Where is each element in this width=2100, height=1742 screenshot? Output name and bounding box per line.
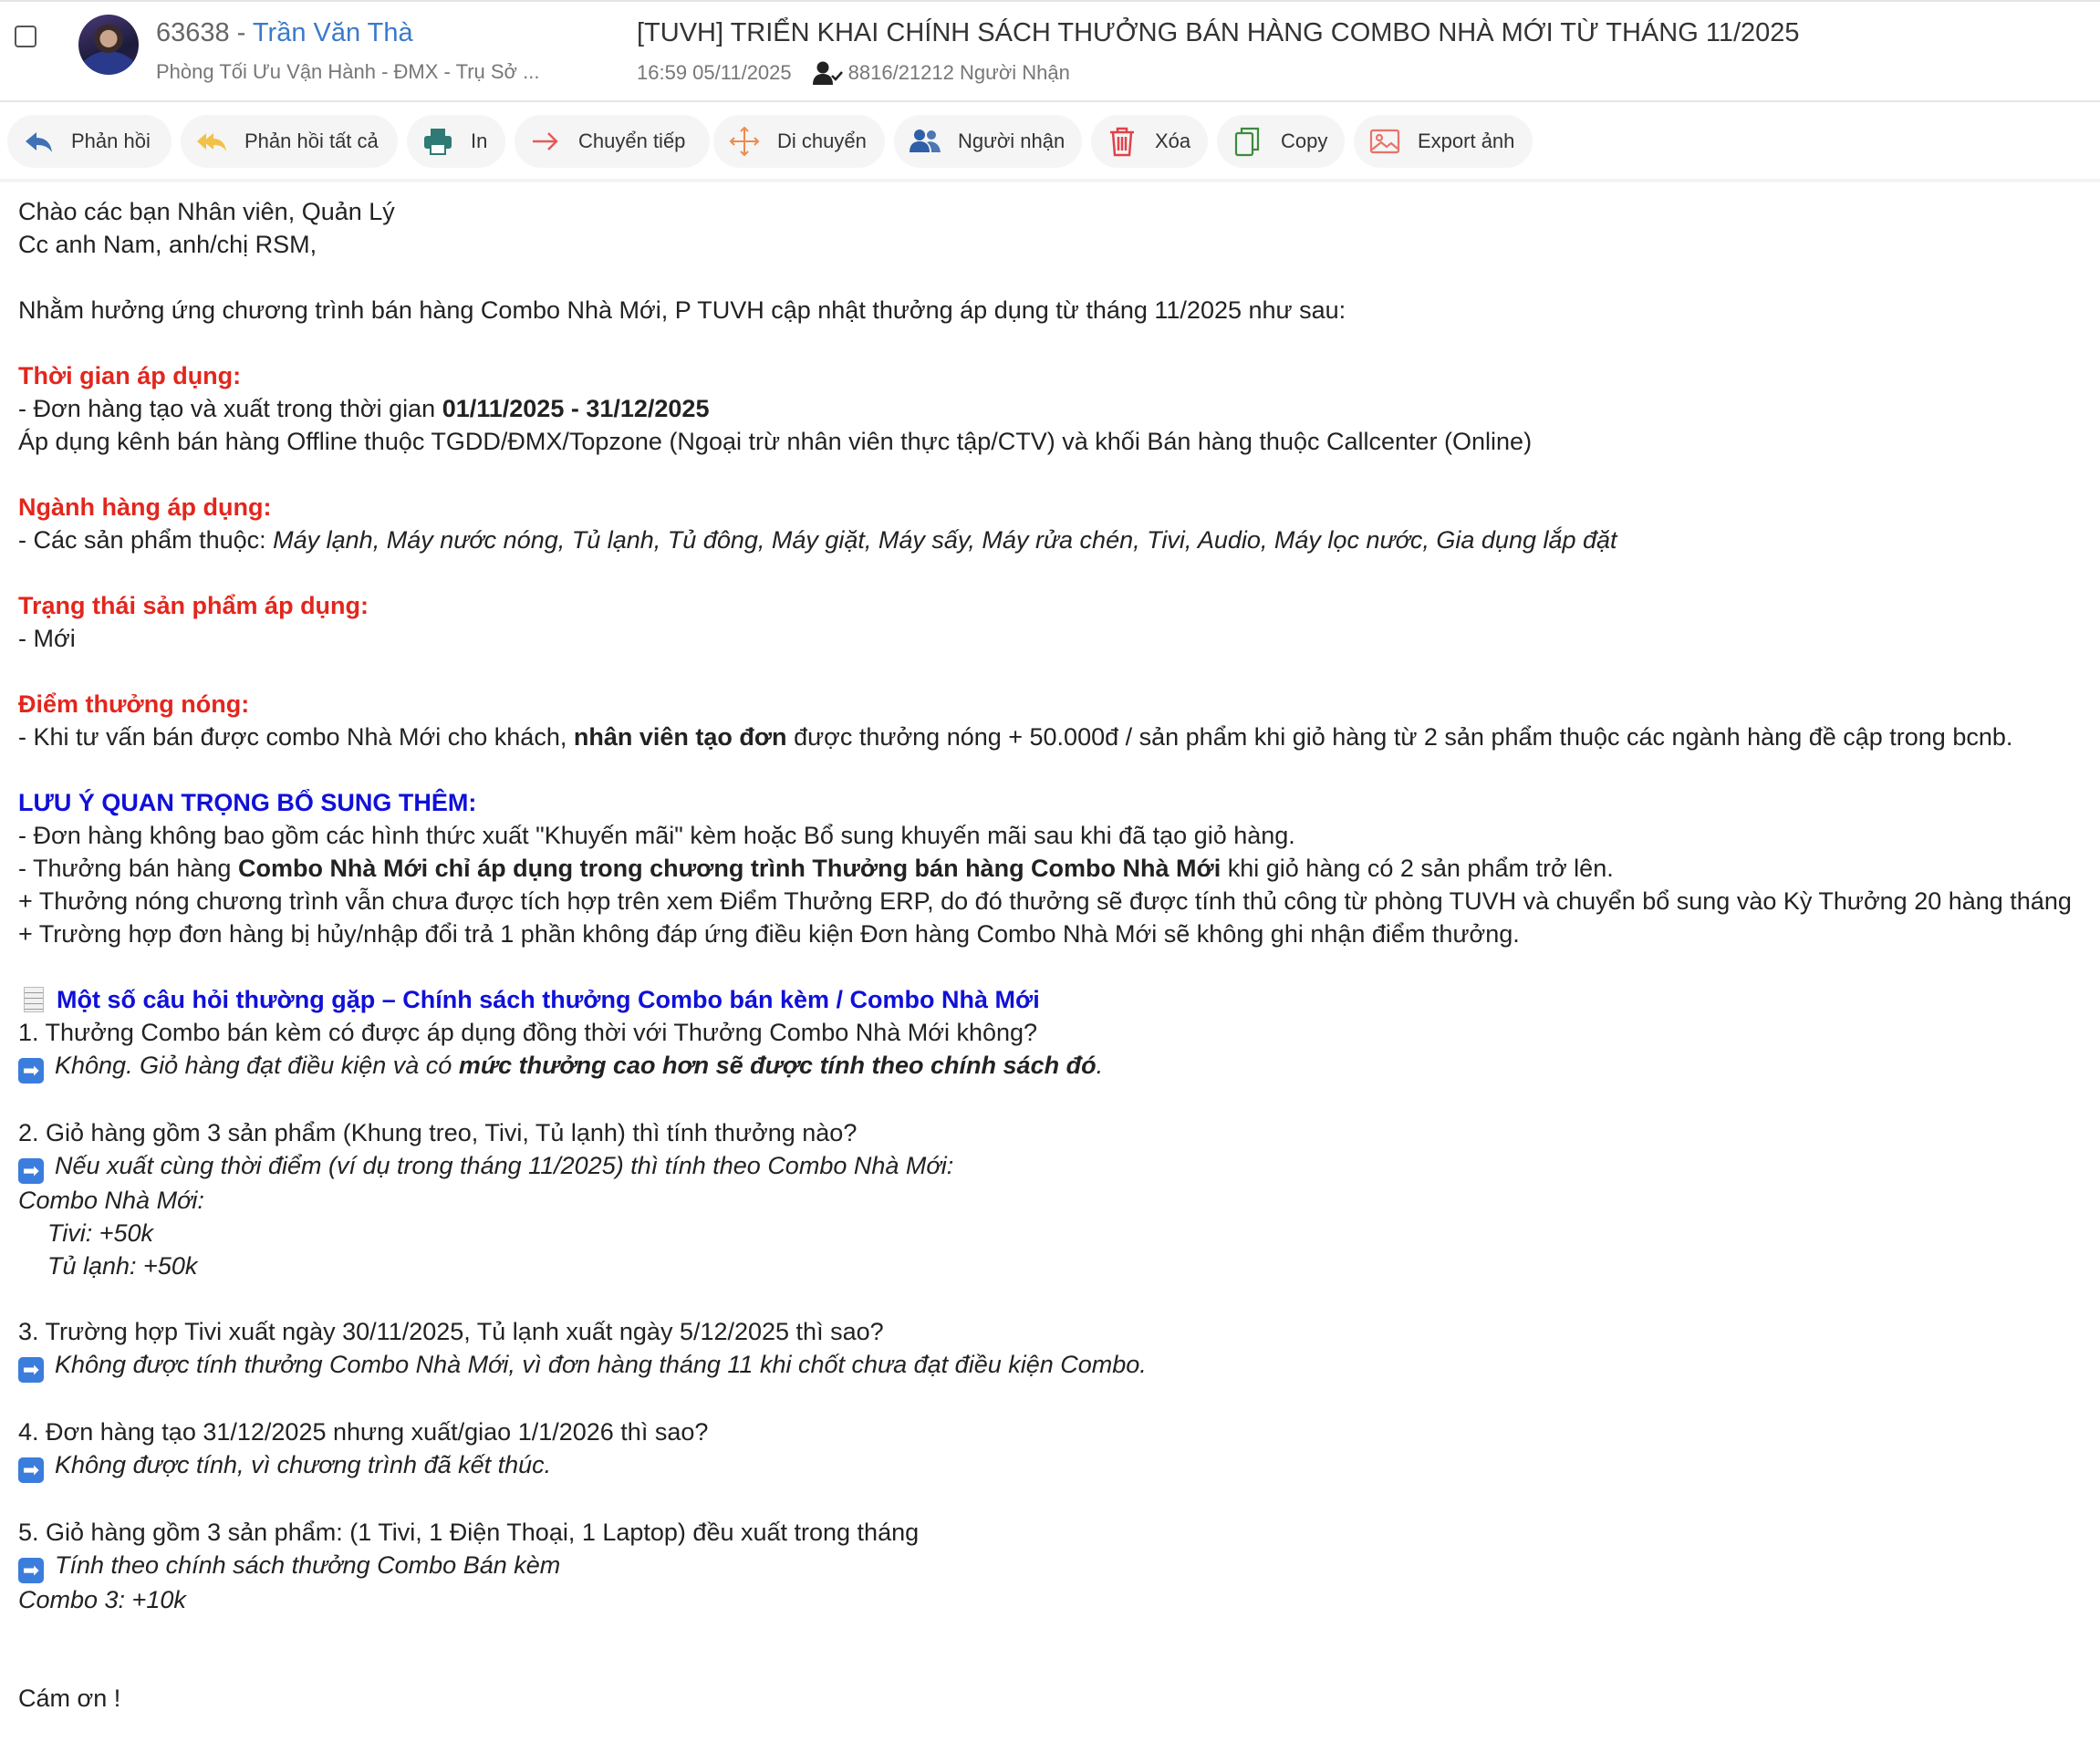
copy-icon [1232,125,1264,158]
reply-icon [22,125,55,158]
arrow-right-icon: ➡ [18,1058,44,1084]
arrow-right-icon: ➡ [18,1457,44,1483]
email-meta [637,60,1070,86]
forward-label: Chuyển tiếp [578,130,686,152]
faq-question: 4. Đơn hàng tạo 31/12/2025 nhưng xuất/giao 1/1/2026 thì sao? [18,1418,709,1446]
email-header [0,0,2100,102]
faq-question: 5. Giỏ hàng gồm 3 sản phẩm: (1 Tivi, 1 Điện Thoại, 1 Laptop) đều xuất trong tháng [18,1519,920,1546]
image-icon [1368,125,1401,158]
email-toolbar [0,106,2100,179]
faq-answer-detail: Combo Nhà Mới: [18,1187,204,1214]
faq-heading: Một số câu hỏi thường gặp – Chính sách thưởng Combo bán kèm / Combo Nhà Mới [18,983,2089,1016]
export-image-label: Export ảnh [1418,130,1515,152]
export-image-button[interactable] [1354,115,1533,168]
arrow-right-icon: ➡ [18,1357,44,1383]
forward-button[interactable] [515,115,710,168]
divider [0,179,2100,182]
note-line: + Thưởng nóng chương trình vẫn chưa được tích hợp trên xem Điểm Thưởng ERP, do đó thưởng sẽ được tính thủ công từ phòng TUVH và chuyển bổ sung vào Kỳ Thưởng 20 hàng tháng [18,887,2072,915]
greeting-line: Cc anh Nam, anh/chị RSM, [18,231,317,258]
delete-label: Xóa [1155,130,1191,152]
copy-label: Copy [1281,130,1328,152]
email-subject: [TUVH] TRIỂN KHAI CHÍNH SÁCH THƯỞNG BÁN HÀNG COMBO NHÀ MỚI TỪ THÁNG 11/2025 [637,18,1800,47]
reply-all-button[interactable] [181,115,398,168]
intro-paragraph: Nhằm hưởng ứng chương trình bán hàng Combo Nhà Mới, P TUVH cập nhật thưởng áp dụng từ tháng 11/2025 như sau: [18,296,1346,324]
faq-question: 3. Trường hợp Tivi xuất ngày 30/11/2025, Tủ lạnh xuất ngày 5/12/2025 thì sao? [18,1318,884,1345]
closing-line: Cám ơn ! [18,1685,121,1712]
category-heading: Ngành hàng áp dụng: [18,493,272,521]
faq-answer-detail: Combo 3: +10k [18,1586,186,1613]
recipient-count[interactable]: 8816/21212 Người Nhận [847,61,1070,84]
reply-all-label: Phản hồi tất cả [244,130,379,152]
faq-question: 1. Thưởng Combo bán kèm có được áp dụng đồng thời với Thưởng Combo Nhà Mới không? [18,1019,1038,1046]
sender-line [156,18,413,48]
reply-button[interactable] [7,115,172,168]
status-heading: Trạng thái sản phẩm áp dụng: [18,592,369,619]
faq-answer-detail: Tủ lạnh: +50k [47,1252,198,1280]
recipients-label: Người nhận [958,130,1066,152]
note-line: - Đơn hàng không bao gồm các hình thức xuất "Khuyến mãi" kèm hoặc Bổ sung khuyến mãi sau khi đã tạo giỏ hàng. [18,822,1295,849]
people-icon [909,125,941,158]
points-line: - Khi tư vấn bán được combo Nhà Mới cho khách, nhân viên tạo đơn được thưởng nóng + 50.000đ / sản phẩm khi giỏ hàng từ 2 sản phẩm thuộc các ngành hàng đề cập trong bcnb. [18,723,2013,751]
avatar [78,15,139,75]
sender-separator: - [229,18,253,47]
print-label: In [471,130,488,152]
move-button[interactable] [713,115,885,168]
note-line: - Thưởng bán hàng Combo Nhà Mới chỉ áp dụng trong chương trình Thưởng bán hàng Combo Nhà Mới khi giỏ hàng có 2 sản phẩm trở lên. [18,855,1614,882]
channel-line: Áp dụng kênh bán hàng Offline thuộc TGDD/ĐMX/Topzone (Ngoại trừ nhân viên thực tập/CTV) và khối Bán hàng thuộc Callcenter (Online) [18,428,1533,455]
sender-department: Phòng Tối Ưu Vận Hành - ĐMX - Trụ Sở ... [156,60,540,83]
select-email-checkbox[interactable] [15,26,36,47]
reply-label: Phản hồi [71,130,151,152]
faq-answer: ➡ Không. Giỏ hàng đạt điều kiện và có mức thưởng cao hơn sẽ được tính theo chính sách đó. [18,1049,2089,1084]
faq-answer-detail: Tivi: +50k [47,1219,154,1247]
time-line: - Đơn hàng tạo và xuất trong thời gian 01/11/2025 - 31/12/2025 [18,395,710,422]
greeting-line: Chào các bạn Nhân viên, Quản Lý [18,198,395,225]
faq-answer: ➡ Không được tính, vì chương trình đã kết thúc. [18,1448,2089,1483]
time-heading: Thời gian áp dụng: [18,362,242,389]
trash-icon [1106,125,1138,158]
sender-id: 63638 [156,18,230,47]
note-heading: LƯU Ý QUAN TRỌNG BỔ SUNG THÊM: [18,789,477,816]
print-button[interactable] [407,115,505,168]
arrow-right-icon: ➡ [18,1558,44,1583]
user-check-icon [812,60,843,86]
faq-question: 2. Giỏ hàng gồm 3 sản phẩm (Khung treo, Tivi, Tủ lạnh) thì tính thưởng nào? [18,1119,858,1146]
sender-name-link[interactable]: Trần Văn Thà [252,18,413,47]
note-line: + Trường hợp đơn hàng bị hủy/nhập đổi trả 1 phần không đáp ứng điều kiện Đơn hàng Combo Nhà Mới sẽ không ghi nhận điểm thưởng. [18,920,1520,948]
recipients-button[interactable] [894,115,1082,168]
delete-button[interactable] [1091,115,1208,168]
category-line: - Các sản phẩm thuộc: Máy lạnh, Máy nước nóng, Tủ lạnh, Tủ đông, Máy giặt, Máy sấy, Máy rửa chén, Tivi, Audio, Máy lọc nước, Gia dụng lắp đặt [18,526,1617,554]
faq-answer: ➡ Nếu xuất cùng thời điểm (ví dụ trong tháng 11/2025) thì tính theo Combo Nhà Mới: [18,1149,2089,1184]
arrow-right-icon: ➡ [18,1158,44,1184]
email-body [18,195,2089,1715]
memo-icon [24,987,44,1012]
faq-answer: ➡ Tính theo chính sách thưởng Combo Bán kèm [18,1549,2089,1583]
forward-arrow-icon [529,125,562,158]
status-line: - Mới [18,625,76,652]
move-label: Di chuyển [777,130,867,152]
email-datetime: 16:59 05/11/2025 [637,61,792,84]
printer-icon [421,125,454,158]
faq-answer: ➡ Không được tính thưởng Combo Nhà Mới, vì đơn hàng tháng 11 khi chốt chưa đạt điều kiện Combo. [18,1348,2089,1383]
points-heading: Điểm thưởng nóng: [18,690,250,718]
copy-button[interactable] [1217,115,1345,168]
move-arrows-icon [728,125,761,158]
reply-all-icon [195,125,228,158]
